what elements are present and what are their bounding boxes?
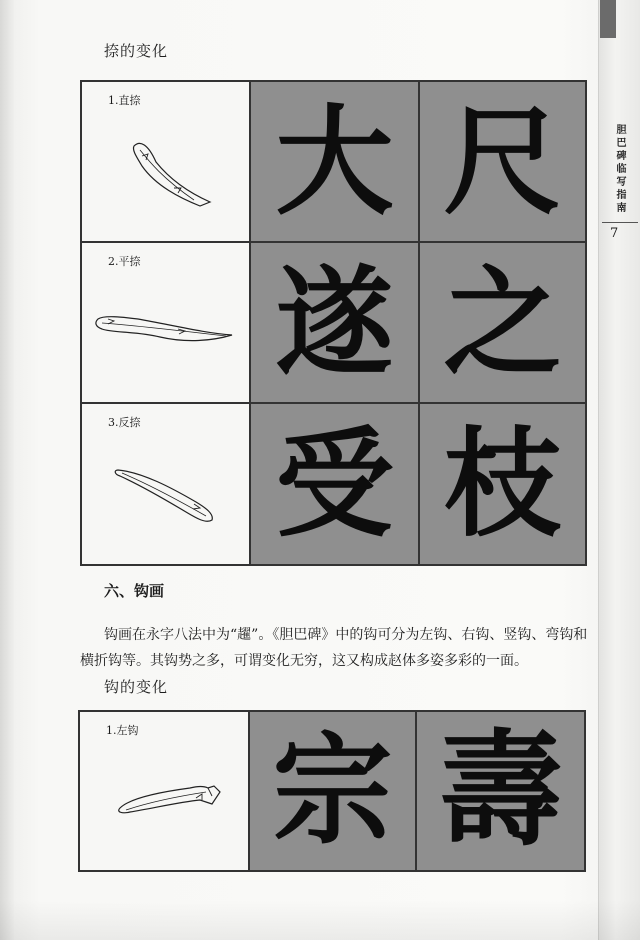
page-number: 7 <box>610 226 619 241</box>
pie-stroke-grid <box>80 80 587 566</box>
section-label-pie: 捺的变化 <box>104 42 169 60</box>
zuo-gou-stroke-diagram <box>80 712 249 871</box>
section-heading: 六、钩画 <box>104 582 165 600</box>
stroke-label: 1.左钩 <box>106 724 139 737</box>
calligraphy-char: 壽 <box>438 718 563 863</box>
stroke-label: 3.反捺 <box>108 416 141 429</box>
fan-na-stroke-diagram <box>82 404 250 565</box>
calligraphy-char: 枝 <box>443 414 562 553</box>
page-spine-shadow <box>0 0 14 940</box>
calligraphy-cell <box>250 81 419 242</box>
strip-dark-block <box>600 0 616 38</box>
calligraphy-char: 遂 <box>275 252 394 392</box>
section-label-hook: 钩的变化 <box>104 678 169 696</box>
stroke-label: 2.平捺 <box>108 255 141 268</box>
zhi-na-stroke-diagram <box>82 82 250 242</box>
running-title: 胆巴碑临写指南 <box>614 124 625 215</box>
calligraphy-cell <box>419 242 586 403</box>
calligraphy-char: 宗 <box>272 720 393 861</box>
calligraphy-char: 之 <box>443 252 562 392</box>
stroke-demo-cell <box>81 81 250 242</box>
ping-na-stroke-diagram <box>82 243 250 403</box>
stroke-demo-cell <box>79 711 249 871</box>
calligraphy-char: 大 <box>275 91 394 231</box>
stroke-label: 1.直捺 <box>108 94 141 107</box>
calligraphy-char: 尺 <box>443 91 562 231</box>
calligraphy-cell <box>416 711 585 871</box>
body-paragraph: 钩画在永字八法中为“趯”。《胆巴碑》中的钩可分为左钩、右钩、竖钩、弯钩和横折钩等。其钩势之多，可谓变化无穷，这又构成赵体多姿多彩的一面。 <box>80 627 588 669</box>
stroke-demo-cell <box>81 403 250 565</box>
calligraphy-cell <box>250 403 419 565</box>
calligraphy-char: 受 <box>275 414 394 553</box>
page-bottom-shadow <box>0 900 640 940</box>
calligraphy-cell <box>250 242 419 403</box>
calligraphy-cell <box>419 403 586 565</box>
hook-stroke-grid <box>78 710 586 872</box>
calligraphy-cell <box>249 711 416 871</box>
stroke-demo-cell <box>81 242 250 403</box>
title-rule <box>602 222 638 223</box>
calligraphy-cell <box>419 81 586 242</box>
